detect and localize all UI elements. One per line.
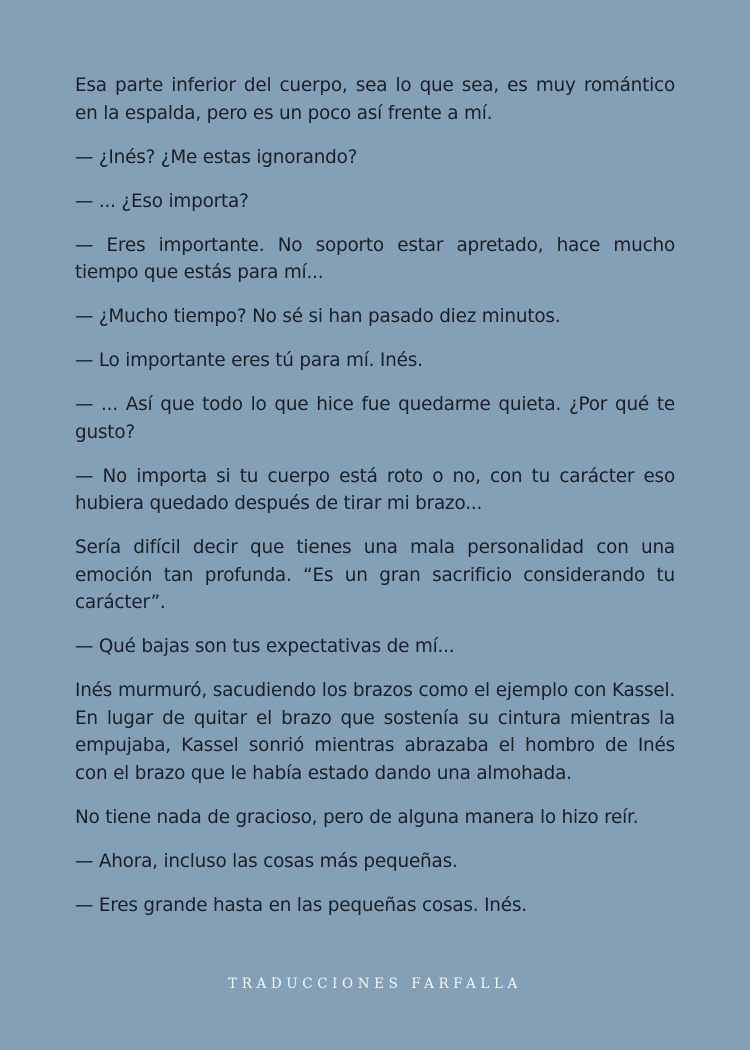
paragraph: Esa parte inferior del cuerpo, sea lo que sea, es muy romántico en la espalda, pero es un poco así frente a mí. [75, 75, 675, 124]
dialogue-line: — No importa si tu cuerpo está roto o no, con tu carácter eso hubiera quedado después de tirar mi brazo... [75, 465, 675, 514]
dialogue-line: — Ahora, incluso las cosas más pequeñas. [75, 850, 458, 872]
dialogue-line: — Lo importante eres tú para mí. Inés. [75, 350, 423, 371]
dialogue-line: — Qué bajas son tus expectativas de mí... [75, 636, 455, 657]
dialogue-line: — ¿Inés? ¿Me estas ignorando? [75, 146, 358, 168]
footer-credit: TRADUCCIONES FARFALLA [228, 976, 522, 992]
dialogue-line: — ... ¿Eso importa? [75, 190, 249, 212]
dialogue-line: — Eres importante. No soporto estar apretado, hace mucho tiempo que estás para mí... [75, 234, 675, 283]
paragraph: No tiene nada de gracioso, pero de alguna manera lo hizo reír. [75, 806, 639, 828]
dialogue-line: — ¿Mucho tiempo? No sé si han pasado diez minutos. [75, 306, 561, 327]
dialogue-line: — Eres grande hasta en las pequeñas cosas. Inés. [75, 894, 527, 916]
paragraph: Inés murmuró, sacudiendo los brazos como el ejemplo con Kassel. En lugar de quitar el brazo que sostenía su cintura mientras la empujaba, Kassel sonrió mientras abrazaba el hombro de Inés con el brazo que le había estado dando una almohada. [75, 680, 675, 784]
document-page [75, 72, 675, 936]
dialogue-line: — ... Así que todo lo que hice fue quedarme quieta. ¿Por qué te gusto? [75, 394, 675, 443]
paragraph: Sería difícil decir que tienes una mala personalidad con una emoción tan profunda. “Es un gran sacrificio considerando tu carácter”. [75, 537, 675, 613]
